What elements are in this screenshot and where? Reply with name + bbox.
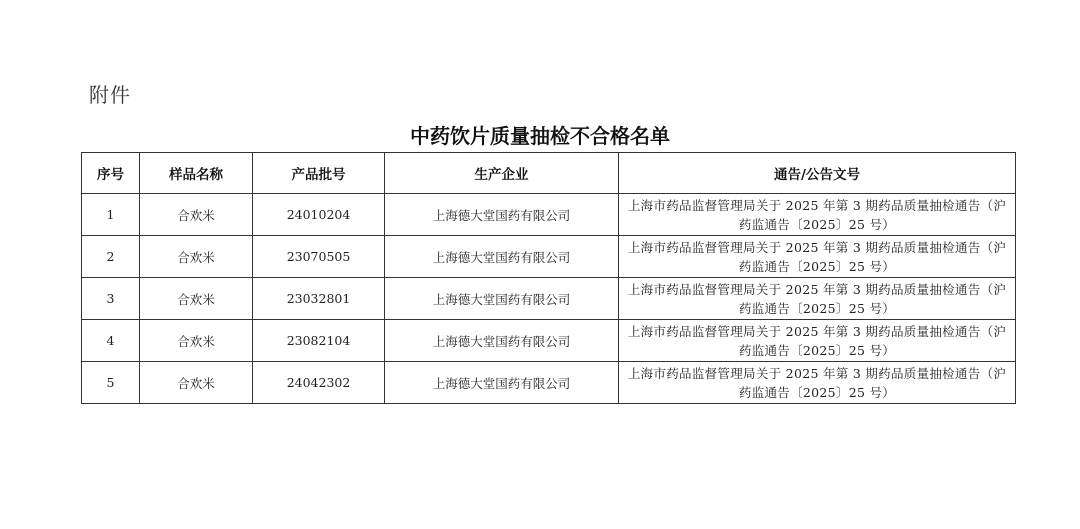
header-batch-number: 产品批号 xyxy=(253,153,385,194)
header-manufacturer: 生产企业 xyxy=(385,153,619,194)
cell-batch-number: 23082104 xyxy=(253,320,385,362)
cell-serial-number: 4 xyxy=(82,320,140,362)
table-row xyxy=(82,320,1016,362)
table-row xyxy=(82,278,1016,320)
cell-sample-name: 合欢米 xyxy=(140,320,253,362)
cell-notice-number: 上海市药品监督管理局关于 2025 年第 3 期药品质量抽检通告（沪药监通告〔2025〕25 号） xyxy=(619,194,1016,236)
cell-manufacturer: 上海德大堂国药有限公司 xyxy=(385,278,619,320)
cell-notice-number: 上海市药品监督管理局关于 2025 年第 3 期药品质量抽检通告（沪药监通告〔2025〕25 号） xyxy=(619,278,1016,320)
cell-batch-number: 24010204 xyxy=(253,194,385,236)
cell-serial-number: 5 xyxy=(82,362,140,404)
cell-batch-number: 23070505 xyxy=(253,236,385,278)
cell-batch-number: 24042302 xyxy=(253,362,385,404)
table-header-row xyxy=(82,153,1016,194)
header-notice-number: 通告/公告文号 xyxy=(619,153,1016,194)
attachment-label: 附件 xyxy=(89,83,131,107)
cell-notice-number: 上海市药品监督管理局关于 2025 年第 3 期药品质量抽检通告（沪药监通告〔2025〕25 号） xyxy=(619,362,1016,404)
cell-manufacturer: 上海德大堂国药有限公司 xyxy=(385,194,619,236)
table-row xyxy=(82,236,1016,278)
cell-serial-number: 2 xyxy=(82,236,140,278)
cell-sample-name: 合欢米 xyxy=(140,362,253,404)
page-title: 中药饮片质量抽检不合格名单 xyxy=(410,124,670,148)
cell-manufacturer: 上海德大堂国药有限公司 xyxy=(385,236,619,278)
table-row xyxy=(82,362,1016,404)
cell-batch-number: 23032801 xyxy=(253,278,385,320)
cell-notice-number: 上海市药品监督管理局关于 2025 年第 3 期药品质量抽检通告（沪药监通告〔2025〕25 号） xyxy=(619,236,1016,278)
header-serial-number: 序号 xyxy=(82,153,140,194)
cell-sample-name: 合欢米 xyxy=(140,194,253,236)
cell-manufacturer: 上海德大堂国药有限公司 xyxy=(385,320,619,362)
disqualified-list-table xyxy=(81,152,1016,404)
cell-notice-number: 上海市药品监督管理局关于 2025 年第 3 期药品质量抽检通告（沪药监通告〔2025〕25 号） xyxy=(619,320,1016,362)
cell-manufacturer: 上海德大堂国药有限公司 xyxy=(385,362,619,404)
header-sample-name: 样品名称 xyxy=(140,153,253,194)
cell-serial-number: 1 xyxy=(82,194,140,236)
cell-sample-name: 合欢米 xyxy=(140,236,253,278)
cell-sample-name: 合欢米 xyxy=(140,278,253,320)
cell-serial-number: 3 xyxy=(82,278,140,320)
table-row xyxy=(82,194,1016,236)
